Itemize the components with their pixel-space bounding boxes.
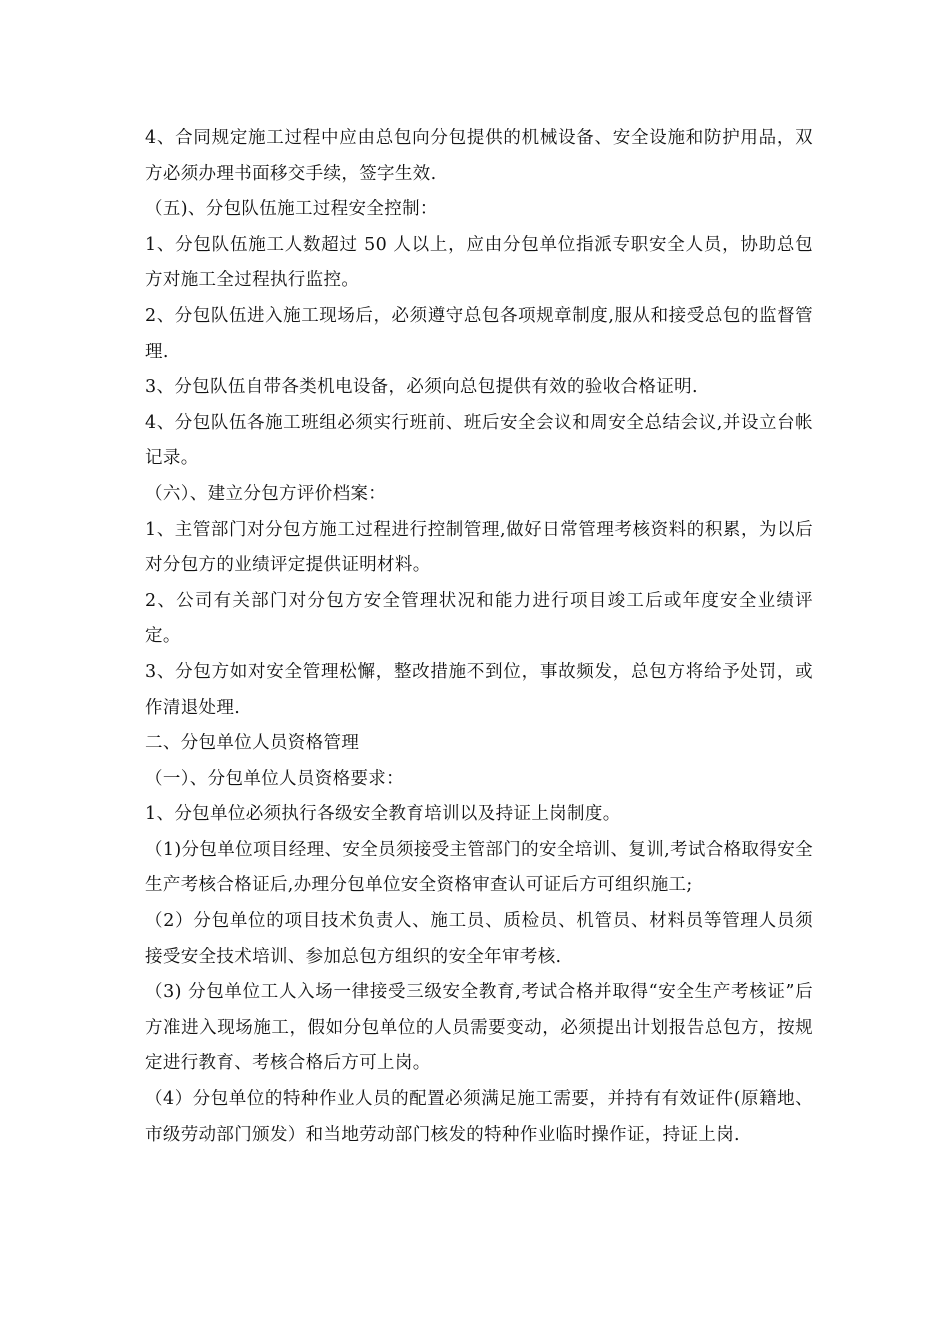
paragraph-item-3: （3) 分包单位工人入场一律接受三级安全教育,考试合格并取得“安全生产考核证”后方准进入现场施工，假如分包单位的人员需要变动，必须提出计划报告总包方，按规定进行教育、考核合格后方可上岗。 <box>145 982 813 1074</box>
paragraph-safety-meetings: 4、分包队伍各施工班组必须实行班前、班后安全会议和周安全总结会议,并设立台帐记录。 <box>145 412 813 469</box>
paragraph-control-management: 1、主管部门对分包方施工过程进行控制管理,做好日常管理考核资料的积累，为以后对分包方的业绩评定提供证明材料。 <box>145 519 813 576</box>
paragraph-performance-evaluation: 2、公司有关部门对分包方安全管理状况和能力进行项目竣工后或年度安全业绩评定。 <box>145 590 813 647</box>
paragraph-item-4: （4）分包单位的特种作业人员的配置必须满足施工需要，并持有有效证件(原籍地、市级劳动部门颁发）和当地劳动部门核发的特种作业临时操作证，持证上岗. <box>145 1089 813 1145</box>
heading-part-two: 二、分包单位人员资格管理 <box>145 733 360 754</box>
paragraph-item-2: （2）分包单位的项目技术负责人、施工员、质检员、机管员、材料员等管理人员须接受安全技术培训、参加总包方组织的安全年审考核. <box>145 911 813 967</box>
paragraph-handover-equipment: 4、合同规定施工过程中应由总包向分包提供的机械设备、安全设施和防护用品，双方必须办理书面移交手续，签字生效. <box>145 128 813 184</box>
paragraph-safety-personnel: 1、分包队伍施工人数超过 50 人以上，应由分包单位指派专职安全人员，协助总包方对施工全过程执行监控。 <box>145 234 813 291</box>
paragraph-training-system: 1、分包单位必须执行各级安全教育培训以及持证上岗制度。 <box>145 804 621 825</box>
paragraph-penalty: 3、分包方如对安全管理松懈，整改措施不到位，事故频发，总包方将给予处罚，或作清退处理. <box>145 661 813 718</box>
document-body <box>145 121 813 1153</box>
heading-qualification-requirements: （一）、分包单位人员资格要求： <box>145 768 404 789</box>
paragraph-rules-compliance: 2、分包队伍进入施工现场后，必须遵守总包各项规章制度,服从和接受总包的监督管理. <box>145 305 813 362</box>
heading-section-five: （五)、分包队伍施工过程安全控制： <box>145 199 438 220</box>
paragraph-equipment-certificate: 3、分包队伍自带各类机电设备，必须向总包提供有效的验收合格证明. <box>145 377 698 398</box>
paragraph-item-1: （1)分包单位项目经理、安全员须接受主管部门的安全培训、复训,考试合格取得安全生产考核合格证后,办理分包单位安全资格审查认可证后方可组织施工; <box>145 839 813 896</box>
heading-section-six: （六）、建立分包方评价档案： <box>145 483 387 504</box>
